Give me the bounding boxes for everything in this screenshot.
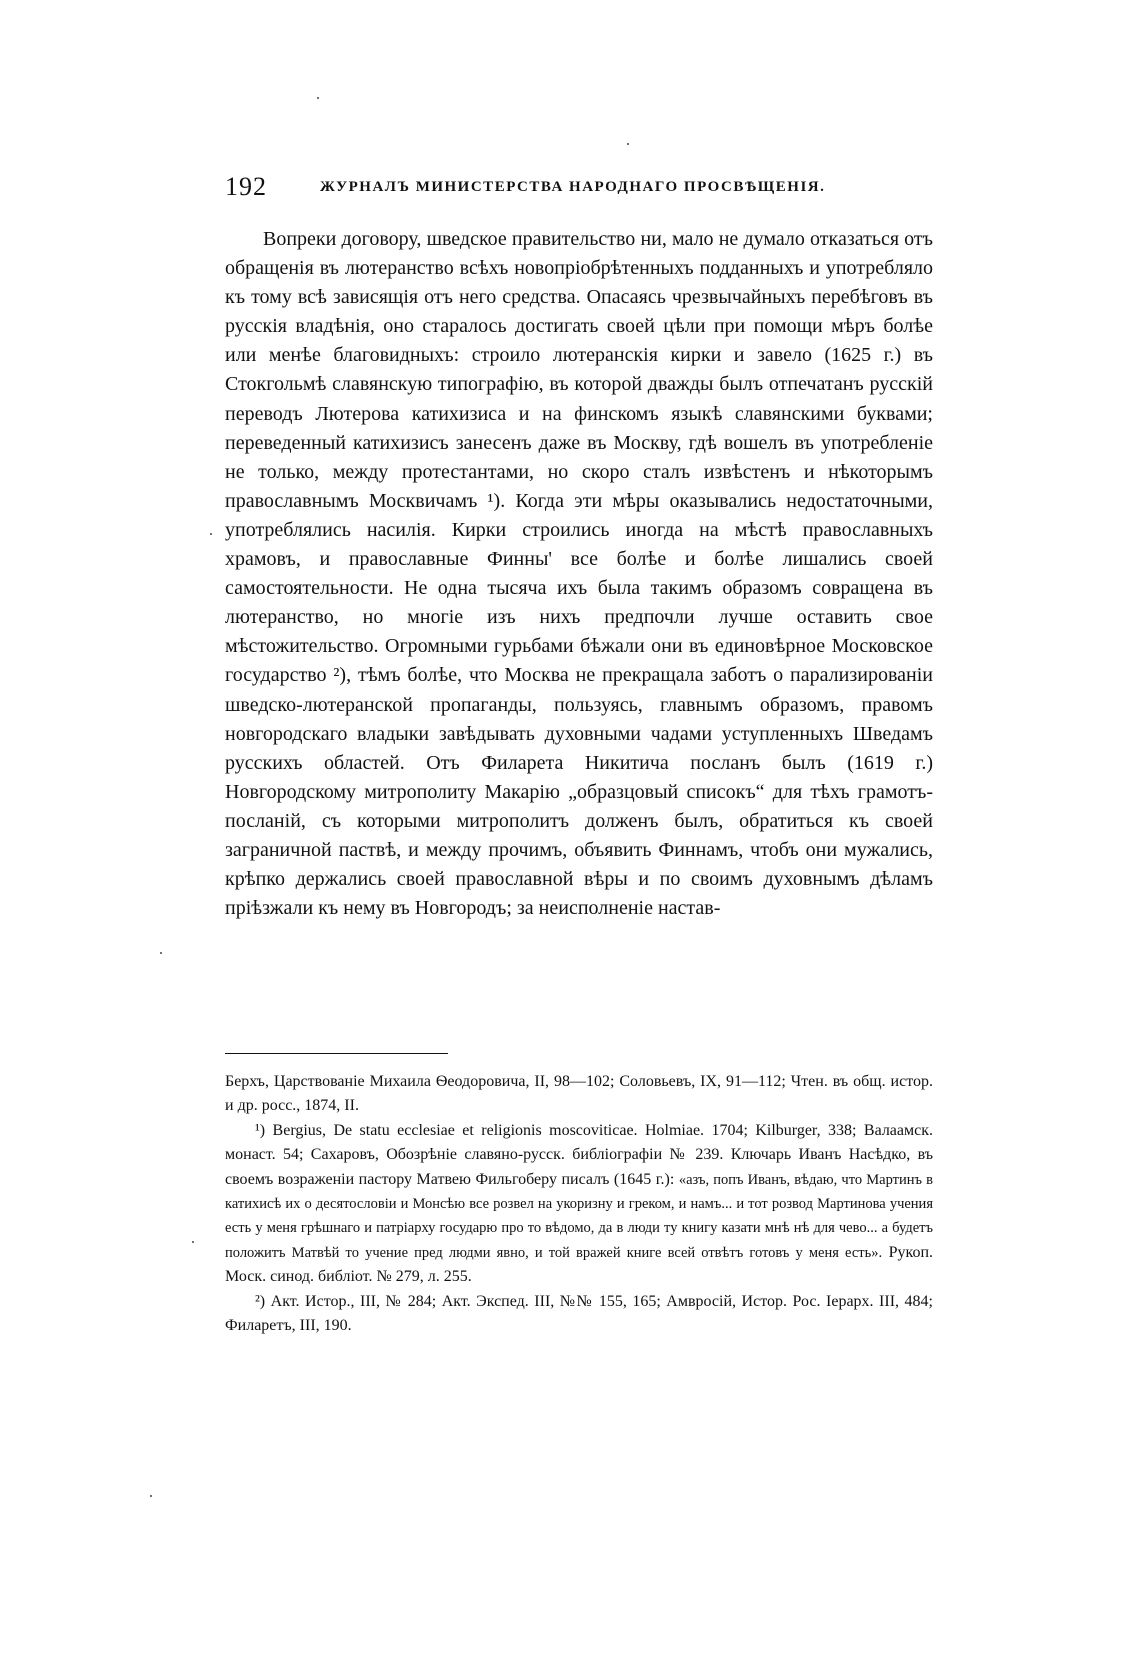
- scan-speck: [192, 1241, 194, 1243]
- footnote-1-end: Рукоп. Моск. синод. библіот. № 279, л. 255.: [225, 1243, 934, 1286]
- scan-speck: [150, 1495, 152, 1497]
- body-paragraph: Вопреки договору, шведское правительство ни, мало не думало отказаться отъ обращенія въ лютеранство всѣхъ новопріобрѣтенныхъ подданныхъ и употребляло къ тому всѣ зависящія отъ него средства. Опасаясь чрезвычайныхъ перебѣговъ въ русскія владѣнія, оно старалось достигать своей цѣли при помощи мѣръ болѣе или менѣе благовидныхъ: строило лютеранскія кирки и завело (1625 г.) въ Стокгольмѣ славянскую типографію, въ которой дважды былъ отпечатанъ русскій переводъ Лютерова катихизиса и на финскомъ языкѣ славянскими буквами; переведенный катихизисъ занесенъ даже въ Москву, гдѣ вошелъ въ употребленіе не только, между протестантами, но скоро сталъ извѣстенъ и нѣкоторымъ православнымъ Москвичамъ ¹). Когда эти мѣры оказывались недостаточными, употреблялись насилія. Кирки строились иногда на мѣстѣ православныхъ храмовъ, и православные Финны' все болѣе и болѣе лишались своей самостоятельности. Не одна тысяча ихъ была такимъ образомъ совращена въ лютеранство, но многіе изъ нихъ предпочли лучше оставить свое мѣстожительство. Огромными гурьбами бѣжали они въ единовѣрное Московское государство ²), тѣмъ болѣе, что Москва не прекращала заботъ о парализированіи шведско-лютеранской пропаганды, пользуясь, главнымъ образомъ, правомъ новгородскаго владыки завѣдывать духовными чадами уступленныхъ Шведамъ русскихъ областей. Отъ Филарета Никитича посланъ былъ (1619 г.) Новгородскому митрополиту Макарію „образцовый списокъ“ для тѣхъ грамотъ-посланій, съ которыми митрополитъ долженъ былъ, обратиться къ своей заграничной паствѣ, и между прочимъ, объявить Финнамъ, чтобъ они мужались, крѣпко держались своей православной вѣры и по своимъ духовнымъ дѣламъ пріѣзжали къ нему въ Новгородъ; за неисполненіе настав-: [225, 228, 933, 920]
- scan-speck: [210, 533, 212, 535]
- footnote-1-quote: «азъ, попъ Иванъ, вѣдаю, что Мартинъ в катихисѣ их о десятословіи и Монсѣю все розвел на укоризну и греком, и намъ... и тот розвод Мартинова учения есть у меня грѣшнаго и патріарху государю про то вѣдомо, да в люди ту книгу казати мнѣ нѣ для чево... а будетъ положитъ Матвѣй то учение пред людми явно, и той вражей книге всей отвѣтъ готовъ у меня есть».: [225, 1171, 933, 1261]
- scan-speck: [627, 143, 629, 145]
- running-title: ЖУРНАЛЪ МИНИСТЕРСТВА НАРОДНАГО ПРОСВѢЩЕНІЯ.: [320, 179, 826, 195]
- footnote-1-main: ¹) Bergius, De statu ecclesiae et religionis moscoviticae. Holmiae. 1704; Kilburger, 338; Валаамск. монаст. 54; Сахаровъ, Обозрѣніе славяно-русск. библіографіи № 239. Ключарь Иванъ Насѣдко, въ своемъ возраженіи пастору Матвею Фильгоберу писалъ (1645 г.):: [225, 1121, 933, 1188]
- footnote-2: ²) Акт. Истор., III, № 284; Акт. Экспед. III, №№ 155, 165; Амвросій, Истор. Рос. Іерарх. III, 484; Филаретъ, III, 190.: [225, 1292, 933, 1335]
- footnotes: [225, 1070, 933, 1338]
- footnote-continued: Берхъ, Царствованіе Михаила Ѳеодоровича, II, 98—102; Соловьевъ, IX, 91—112; Чтен. въ общ. истор. и др. росс., 1874, II.: [225, 1073, 934, 1115]
- scan-speck: [317, 97, 319, 99]
- scan-speck: [160, 952, 162, 954]
- footnote-separator: [225, 1053, 448, 1054]
- page-header: [225, 172, 925, 206]
- footnote-1: [225, 1119, 933, 1290]
- page-number: 192: [225, 172, 267, 201]
